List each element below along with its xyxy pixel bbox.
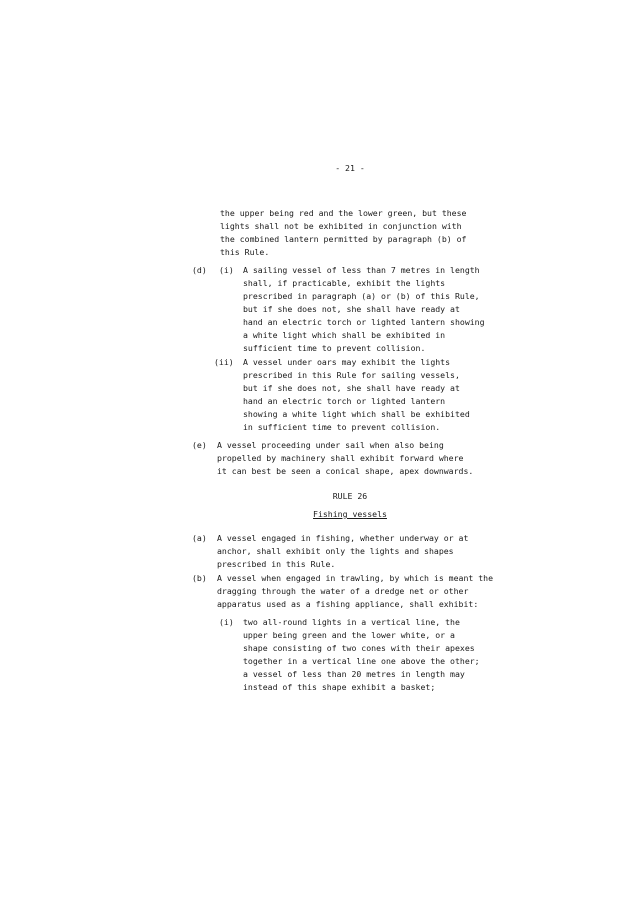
rule-subheading-text: Fishing vessels bbox=[313, 509, 387, 519]
paragraph-label: (b) bbox=[192, 573, 207, 583]
paragraph-label: (d) bbox=[192, 265, 207, 275]
rule-subheading bbox=[0, 508, 640, 520]
text-line: a white light which shall be exhibited in bbox=[243, 330, 446, 340]
text-line: two all-round lights in a vertical line, the bbox=[243, 617, 460, 627]
text-line: prescribed in paragraph (a) or (b) of this Rule, bbox=[243, 291, 480, 301]
text-line: shape consisting of two cones with their apexes bbox=[243, 643, 475, 653]
text-line: prescribed in this Rule. bbox=[217, 559, 336, 569]
text-line: A vessel under oars may exhibit the lights bbox=[243, 357, 451, 367]
text-line: together in a vertical line one above the other; bbox=[243, 656, 480, 666]
subparagraph-label: (i) bbox=[219, 617, 234, 627]
text-line: but if she does not, she shall have ready at bbox=[243, 383, 460, 393]
rule-heading: RULE 26 bbox=[332, 491, 368, 501]
paragraph-label: (e) bbox=[192, 440, 207, 450]
text-line: A sailing vessel of less than 7 metres in length bbox=[243, 265, 480, 275]
text-line: dragging through the water of a dredge net or other bbox=[217, 586, 469, 596]
text-line: A vessel engaged in fishing, whether underway or at bbox=[217, 533, 469, 543]
text-line: a vessel of less than 20 metres in length may bbox=[243, 669, 465, 679]
text-line: anchor, shall exhibit only the lights and shapes bbox=[217, 546, 454, 556]
text-line: in sufficient time to prevent collision. bbox=[243, 422, 441, 432]
text-line: sufficient time to prevent collision. bbox=[243, 343, 426, 353]
text-line: the upper being red and the lower green, but these bbox=[220, 208, 467, 218]
paragraph-label: (a) bbox=[192, 533, 207, 543]
text-line: A vessel when engaged in trawling, by which is meant the bbox=[217, 573, 494, 583]
text-line: instead of this shape exhibit a basket; bbox=[243, 682, 436, 692]
text-line: showing a white light which shall be exhibited bbox=[243, 409, 470, 419]
text-line: propelled by machinery shall exhibit forward where bbox=[217, 453, 464, 463]
text-line: lights shall not be exhibited in conjunction with bbox=[220, 221, 462, 231]
text-line: it can best be seen a conical shape, apex downwards. bbox=[217, 466, 474, 476]
text-line: but if she does not, she shall have ready at bbox=[243, 304, 460, 314]
subparagraph-label: (ii) bbox=[214, 357, 234, 367]
page-number: - 21 - bbox=[335, 163, 365, 173]
text-line: shall, if practicable, exhibit the lights bbox=[243, 278, 446, 288]
text-line: A vessel proceeding under sail when also being bbox=[217, 440, 444, 450]
text-line: hand an electric torch or lighted lantern showing bbox=[243, 317, 485, 327]
text-line: apparatus used as a fishing appliance, shall exhibit: bbox=[217, 599, 479, 609]
subparagraph-label: (i) bbox=[219, 265, 234, 275]
text-line: this Rule. bbox=[220, 247, 270, 257]
text-line: prescribed in this Rule for sailing vessels, bbox=[243, 370, 460, 380]
text-line: hand an electric torch or lighted lantern bbox=[243, 396, 446, 406]
text-line: upper being green and the lower white, or a bbox=[243, 630, 455, 640]
text-line: the combined lantern permitted by paragraph (b) of bbox=[220, 234, 467, 244]
